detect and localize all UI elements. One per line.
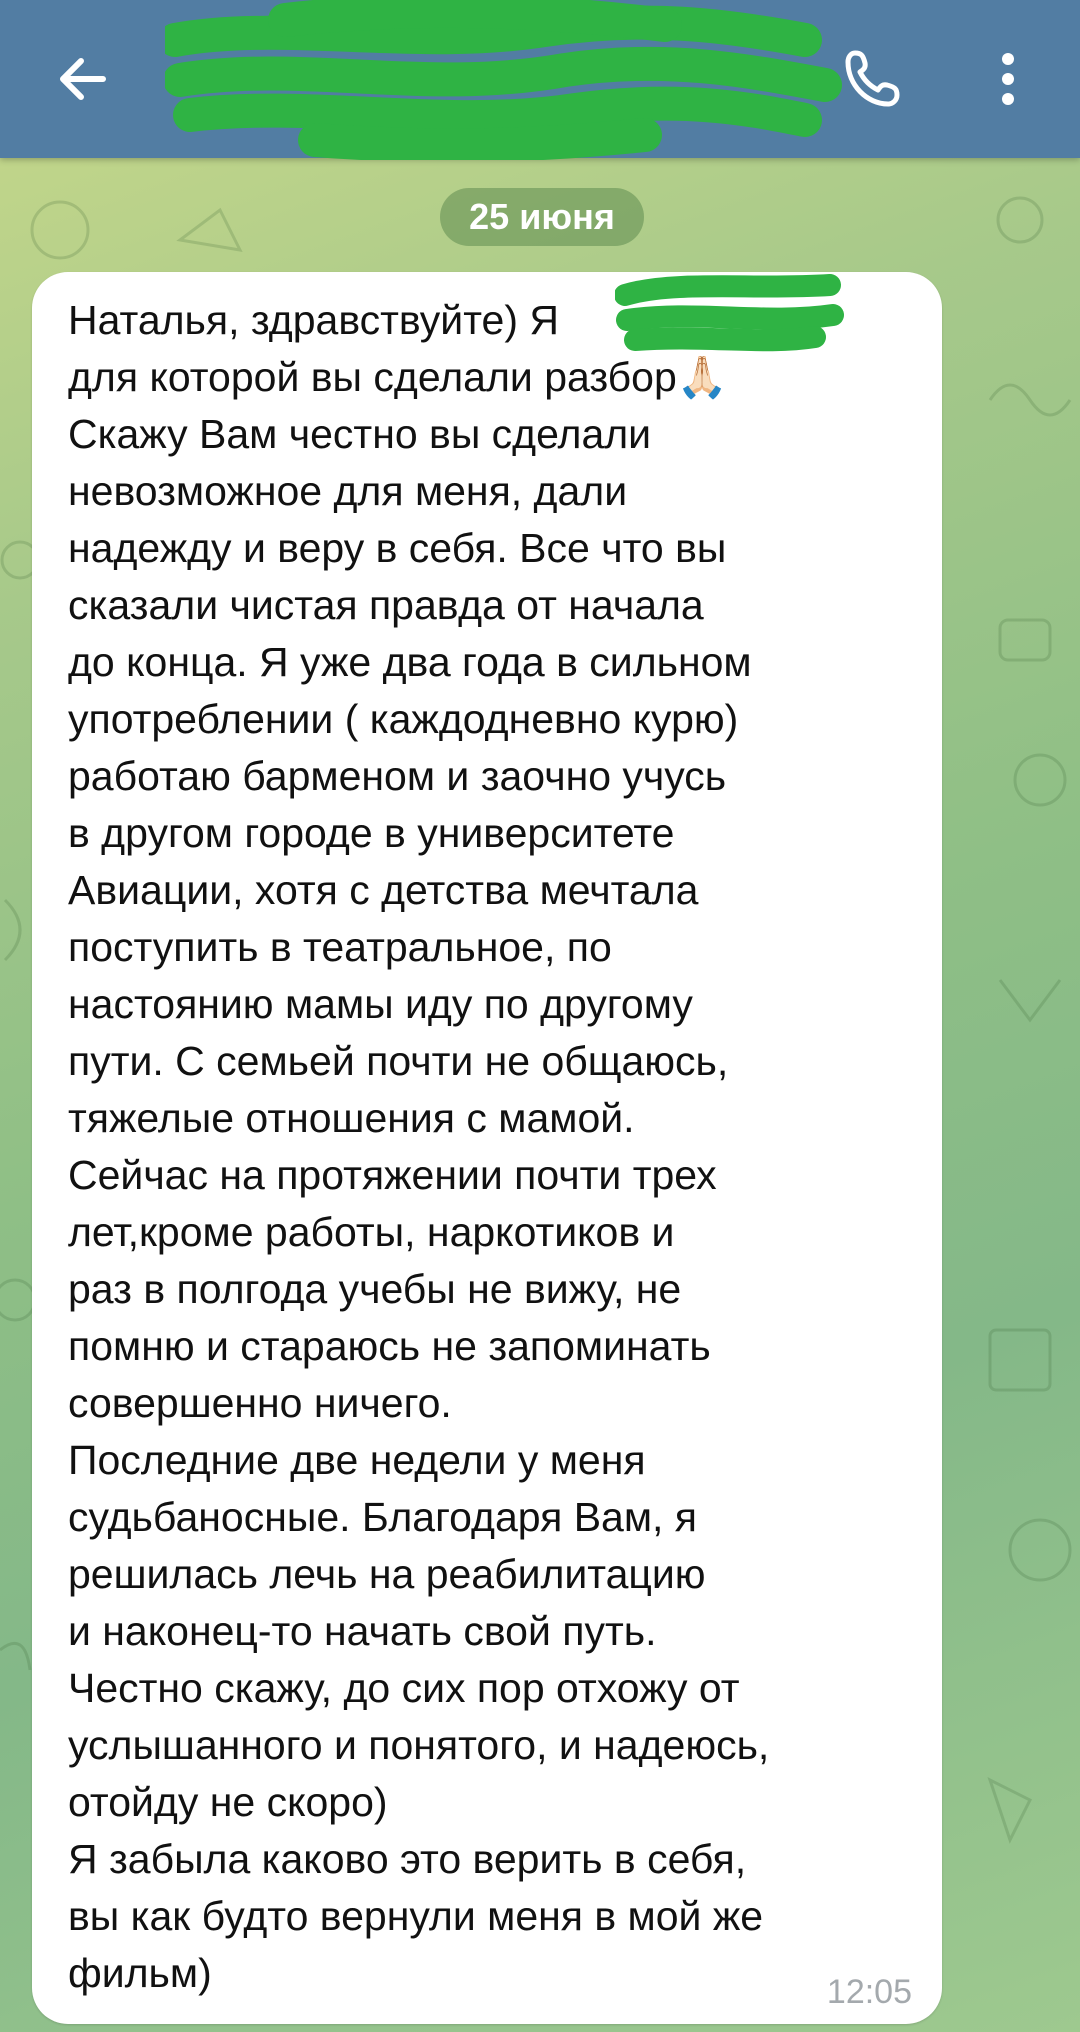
message-text: Наталья, здравствуйте) Я , для которой вы сделали разбор🙏🏻 Скажу Вам честно вы сделали невозможное для меня, дали надежду и веру в себя. Все что вы сказали чистая правда от начала до конца. Я уже два года в сильном употреблении ( каждодневно курю) работаю барменом и заочно учусь в другом городе в университете Авиации, хотя с детства мечтала поступить в театральное, по настоянию мамы иду по другому пути. С семьей почти не общаюсь, тяжелые отношения с мамой. Сейчас на протяжении почти трех лет,кроме работы, наркотиков и раз в полгода учебы не вижу, не помню и стараюсь не запоминать совершенно ничего. Последние две недели у меня судьбаносные. Благодаря Вам, я решилась лечь на реабилитацию и наконец-то начать свой путь. Честно скажу, до сих пор отхожу от услышанного и понятого, и надеюсь, отойду не скоро) Я забыла каково это верить в себя, вы как будто вернули меня в мой же фильм) xyxy=(68,297,787,1996)
message-time: 12:05 xyxy=(826,1973,912,2011)
message-bubble[interactable] xyxy=(32,272,942,2024)
redaction-scribble-name xyxy=(615,265,845,355)
back-button[interactable] xyxy=(40,36,126,122)
arrow-left-icon xyxy=(53,49,113,109)
date-separator: 25 июня xyxy=(440,188,644,246)
more-menu-button[interactable] xyxy=(965,36,1051,122)
more-vertical-icon xyxy=(998,49,1018,109)
redaction-scribble xyxy=(165,0,855,160)
